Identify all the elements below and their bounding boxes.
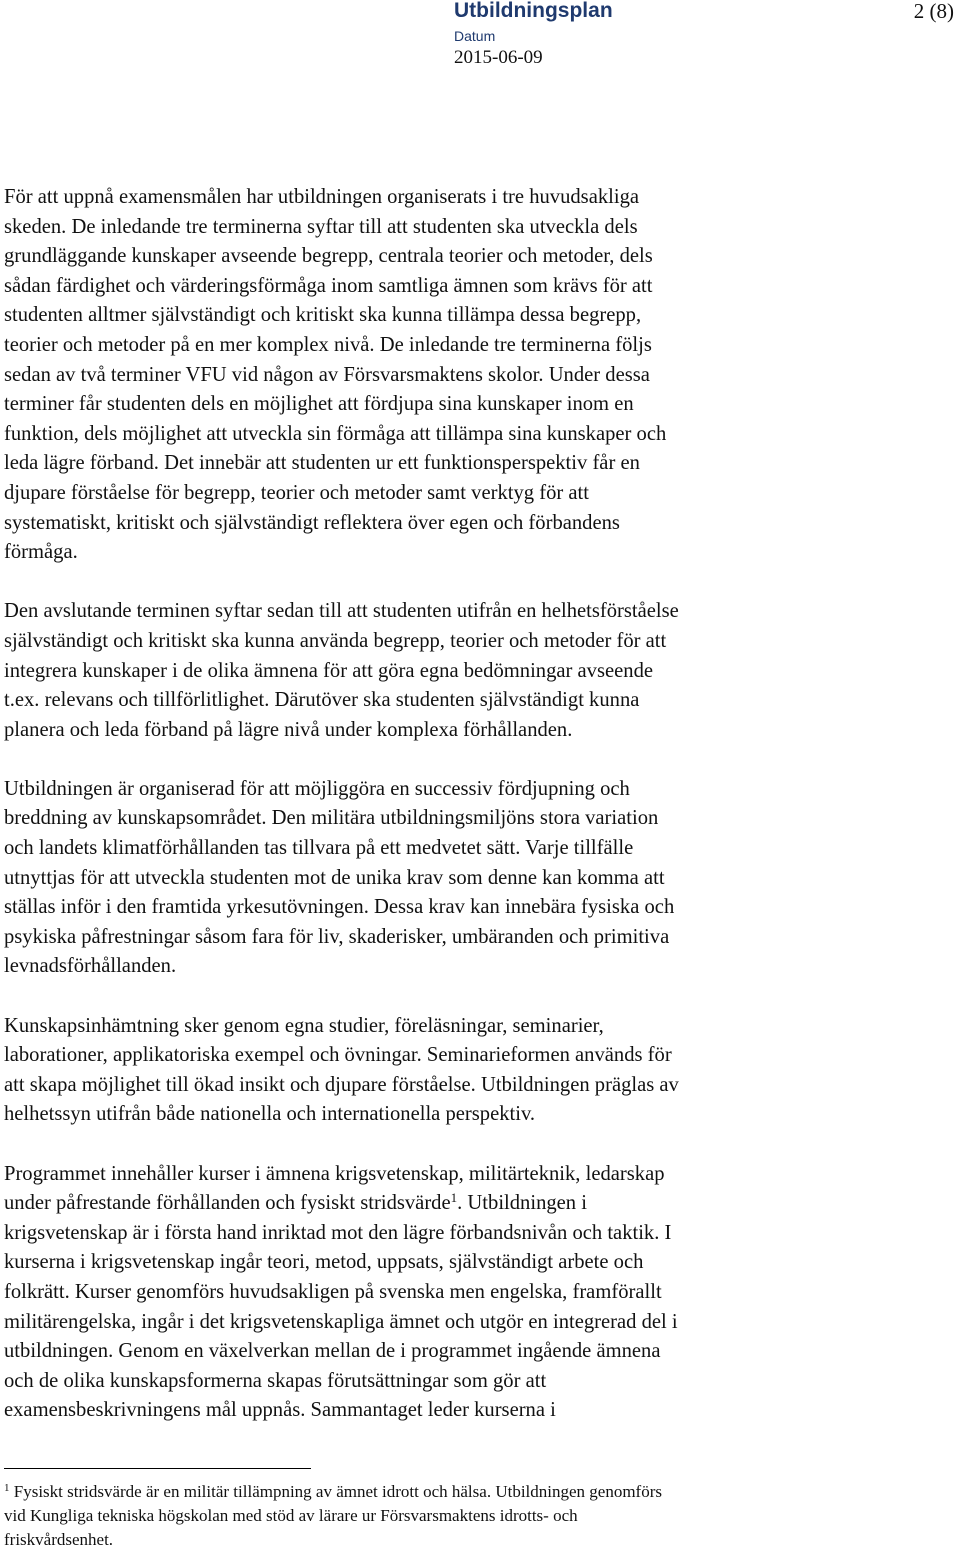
text-line: och de olika kunskapsformerna skapas förutsättningar som gör att — [4, 1369, 547, 1392]
text-line: breddning av kunskapsområdet. Den militära utbildningsmiljöns stora variation — [4, 807, 659, 830]
date-label: Datum — [454, 28, 496, 44]
text-line: sedan av två terminer VFU vid någon av Försvarsmaktens skolor. Under dessa — [4, 363, 650, 386]
footnote-mark: 1 — [4, 1482, 10, 1494]
text-line: studenten alltmer självständigt och kritiskt ska kunna tillämpa dessa begrepp, — [4, 304, 642, 327]
text-line: Programmet innehåller kurser i ämnena krigsvetenskap, militärteknik, ledarskap — [4, 1162, 665, 1185]
text-line: helhetssyn utifrån både nationella och internationella perspektiv. — [4, 1103, 536, 1126]
text-line: t.ex. relevans och tillförlitlighet. Därutöver ska studenten självständigt kunna — [4, 689, 640, 712]
text-line: kurserna i krigsvetenskap ingår teori, metod, uppsats, självständigt arbete och — [4, 1251, 644, 1274]
paragraph-avslutande-termin — [4, 597, 884, 745]
text-line: terminer får studenten dels en möjlighet att fördjupa sina kunskaper inom en — [4, 393, 634, 416]
document-title: Utbildningsplan — [454, 0, 613, 22]
text-segment: under påfrestande förhållanden och fysiskt stridsvärde — [4, 1192, 451, 1215]
text-line: djupare förståelse för begrepp, teorier och metoder samt verktyg för att — [4, 481, 589, 504]
text-line: att skapa möjlighet till ökad insikt och djupare förståelse. Utbildningen präglas av — [4, 1073, 679, 1096]
text-line: självständigt och kritiskt ska kunna använda begrepp, teorier och metoder för att — [4, 629, 667, 652]
text-line: systematiskt, kritiskt och självständigt reflektera över egen och förbandens — [4, 511, 620, 534]
text-line: teorier och metoder på en mer komplex nivå. De inledande tre terminerna följs — [4, 333, 652, 356]
date-value: 2015-06-09 — [454, 47, 543, 68]
footnote-line: vid Kungliga tekniska högskolan med stöd av lärare ur Försvarsmaktens idrotts- och — [4, 1506, 578, 1525]
text-line: folkrätt. Kurser genomförs huvudsakligen på svenska men engelska, framförallt — [4, 1280, 662, 1303]
text-line: levnadsförhållanden. — [4, 955, 177, 978]
paragraph-examensmal — [4, 183, 884, 568]
paragraph-programmet — [4, 1160, 884, 1426]
text-line: psykiska påfrestningar såsom fara för liv, skaderisker, umbäranden och primitiva — [4, 925, 670, 948]
text-segment: . Utbildningen i — [457, 1192, 587, 1215]
text-line: planera och leda förband på lägre nivå under komplexa förhållanden. — [4, 718, 573, 741]
text-line: Utbildningen är organiserad för att möjliggöra en successiv fördjupning och — [4, 777, 630, 800]
text-line: ställas inför i den framtida yrkesutövningen. Dessa krav kan innebära fysiska och — [4, 896, 675, 919]
text-segment: Fysiskt stridsvärde är en militär tillämpning av ämnet idrott och hälsa. Utbildningen genomförs — [9, 1482, 662, 1501]
text-line: För att uppnå examensmålen har utbildningen organiserats i tre huvudsakliga — [4, 186, 640, 208]
text-line: integrera kunskaper i de olika ämnena för att göra egna bedömningar avseende — [4, 659, 654, 682]
footnote-line: friskvårdsenhet. — [4, 1530, 114, 1549]
paragraph-organisation — [4, 775, 884, 982]
text-line: laborationer, applikatoriska exempel och övningar. Seminarieformen används för — [4, 1044, 672, 1067]
text-line: funktion, dels möjlighet att utveckla sin förmåga att tillämpa sina kunskaper och — [4, 422, 667, 445]
text-line: krigsvetenskap är i första hand inriktad mot den lägre förbandsnivån och taktik. I — [4, 1221, 672, 1244]
footnote — [4, 1480, 904, 1552]
text-line: leda lägre förband. Det innebär att studenten ur ett funktionsperspektiv får en — [4, 452, 640, 475]
text-line: skeden. De inledande tre terminerna syftar till att studenten ska utveckla dels — [4, 215, 638, 238]
paragraph-kunskapsinhamtning — [4, 1012, 884, 1130]
text-line: Den avslutande terminen syftar sedan till att studenten utifrån en helhetsförståelse — [4, 600, 679, 623]
footnote-reference[interactable]: 1 — [450, 1190, 458, 1206]
text-line: examensbeskrivningens mål uppnås. Sammantaget leder kurserna i — [4, 1399, 556, 1422]
text-line: utbildningen. Genom en växelverkan mellan de i programmet ingående ämnena — [4, 1340, 661, 1363]
body-text — [4, 183, 884, 1426]
text-line: sådan färdighet och värderingsförmåga inom samtliga ämnen som krävs för att — [4, 274, 653, 297]
text-line: militärengelska, ingår i det krigsvetenskapliga ämnet och utgör en integrerad del i — [4, 1310, 678, 1333]
text-line-with-footnote-ref — [4, 1189, 884, 1219]
text-line: grundläggande kunskaper avseende begrepp, centrala teorier och metoder, dels — [4, 245, 653, 268]
text-line: förmåga. — [4, 541, 78, 564]
text-line: utnyttjas för att utveckla studenten mot de unika krav som denne kan komma att — [4, 866, 665, 889]
footnote-line — [4, 1480, 904, 1504]
text-line: och landets klimatförhållanden tas tillvara på ett medvetet sätt. Varje tillfälle — [4, 837, 634, 860]
footnote-separator — [4, 1468, 311, 1469]
page-number: 2 (8) — [913, 0, 954, 23]
text-line: Kunskapsinhämtning sker genom egna studier, föreläsningar, seminarier, — [4, 1014, 604, 1037]
